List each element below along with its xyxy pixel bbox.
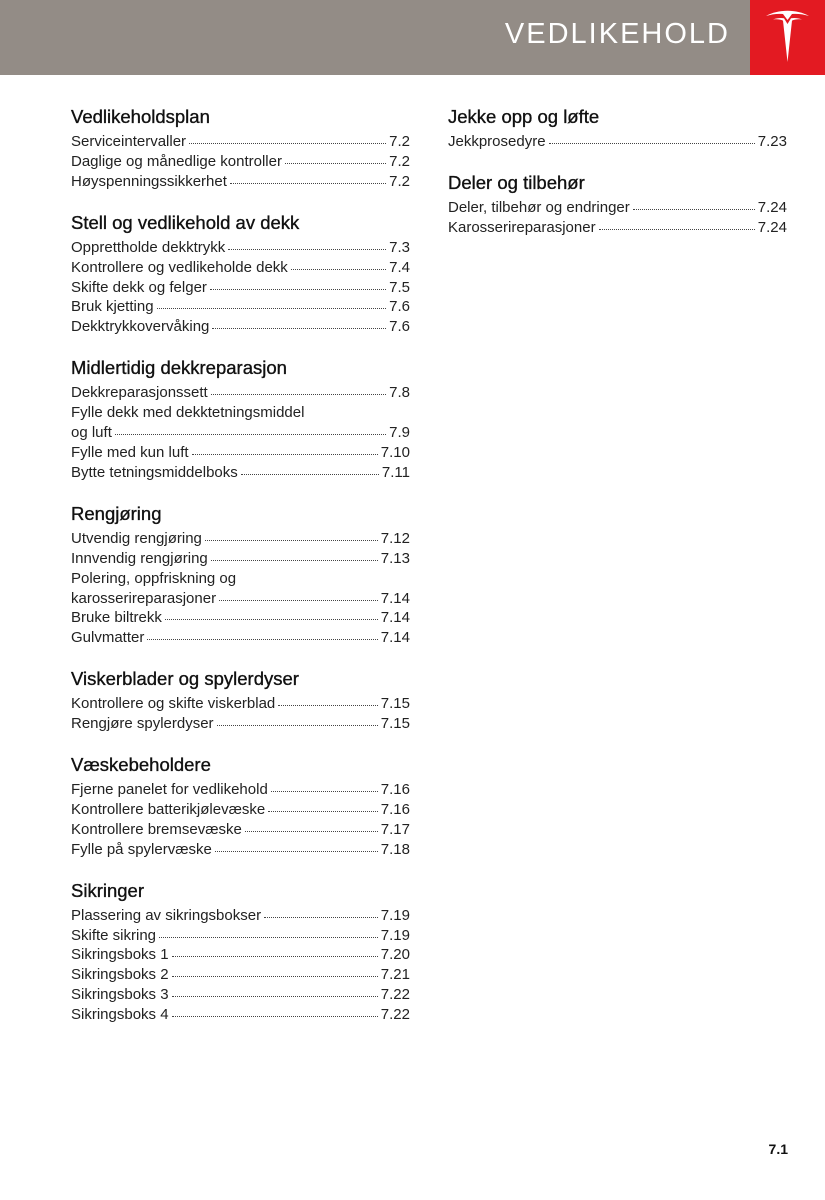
toc-entry-page: 7.14 (380, 589, 410, 607)
toc-entry-label: Bruk kjetting (71, 298, 154, 316)
toc-entry-page: 7.23 (757, 133, 787, 150)
toc-entry[interactable] (71, 172, 410, 192)
toc-entry-page: 7.19 (380, 906, 410, 924)
toc-section (71, 878, 410, 1025)
dot-leader (192, 454, 378, 455)
toc-entry-label: Innvendig rengjøring (71, 549, 208, 567)
toc-entry-label: Høyspenningssikkerhet (71, 172, 227, 190)
dot-leader (157, 308, 387, 309)
section-title: Vedlikeholdsplan (71, 106, 210, 127)
toc-entry-page: 7.12 (380, 529, 410, 547)
toc-entry-label: Kontrollere batterikjølevæske (71, 800, 266, 818)
toc-entry-label: Fjerne panelet for vedlikehold (71, 781, 268, 799)
toc-entry-label: Kontrollere bremsevæske (71, 820, 242, 838)
toc-entry-label: Daglige og månedlige kontroller (71, 152, 282, 170)
toc-entry[interactable] (71, 608, 410, 628)
dot-leader (633, 209, 755, 210)
toc-entry-page: 7.5 (389, 278, 410, 296)
toc-entry-label: Serviceintervaller (71, 133, 187, 150)
section-title: Væskebeholdere (71, 754, 211, 776)
toc-entry-label: Sikringsboks 3 (71, 986, 169, 1004)
section-title: Stell og vedlikehold av dekk (71, 211, 300, 233)
toc-entry[interactable] (71, 529, 410, 549)
page-number: 7.1 (768, 1141, 788, 1157)
toc-entry-line: Fylle dekk med dekktetningsmiddel (71, 404, 305, 422)
toc-entry-label: Bruke biltrekk (71, 609, 162, 627)
section-title: Viskerblader og spylerdyser (71, 668, 299, 690)
toc-entry[interactable] (71, 820, 410, 840)
toc-section (71, 104, 410, 192)
toc-entry[interactable] (71, 152, 410, 172)
toc-entry[interactable] (71, 800, 410, 820)
toc-entry-label: Deler, tilbehør og endringer (448, 198, 630, 216)
toc-entry-page: 7.24 (757, 218, 787, 236)
toc-entry-page: 7.2 (389, 152, 410, 170)
toc-entry-page: 7.10 (380, 443, 410, 461)
toc-entry[interactable] (71, 694, 410, 714)
dot-leader (115, 434, 386, 435)
toc-entry[interactable] (448, 218, 787, 238)
dot-leader (217, 725, 378, 726)
dot-leader (172, 996, 378, 997)
toc-entry-page: 7.2 (389, 172, 410, 190)
section-title: Midlertidig dekkreparasjon (71, 357, 287, 379)
toc-entry-page: 7.3 (389, 238, 410, 256)
toc-entry-page: 7.6 (389, 318, 410, 336)
dot-leader (172, 1016, 378, 1017)
header-band (0, 0, 750, 75)
dot-leader (230, 183, 386, 184)
toc-entry[interactable] (71, 589, 410, 609)
toc-entry-page: 7.16 (380, 781, 410, 799)
toc-entry-page: 7.16 (380, 800, 410, 818)
toc-entry-page: 7.15 (380, 715, 410, 733)
dot-leader (189, 143, 386, 144)
toc-section (448, 104, 787, 152)
dot-leader (147, 639, 377, 640)
dot-leader (165, 619, 378, 620)
dot-leader (241, 474, 379, 475)
toc-entry[interactable] (71, 906, 410, 926)
section-title: Jekke opp og løfte (448, 106, 600, 127)
toc-entry-page: 7.22 (380, 1006, 410, 1024)
dot-leader (159, 937, 378, 938)
toc-entry-page: 7.6 (389, 298, 410, 316)
toc-entry[interactable] (71, 317, 410, 337)
chapter-title: VEDLIKEHOLD (504, 18, 730, 50)
toc-entry-page: 7.8 (389, 384, 410, 402)
toc-entry[interactable] (71, 926, 410, 946)
toc-entry[interactable] (71, 780, 410, 800)
dot-leader (172, 956, 378, 957)
toc-entry[interactable] (71, 463, 410, 483)
toc-entry-label: Utvendig rengjøring (71, 529, 202, 547)
section-title: Sikringer (71, 879, 144, 901)
toc-entry[interactable] (71, 297, 410, 317)
dot-leader (212, 328, 386, 329)
toc-entry[interactable] (71, 628, 410, 648)
toc-entry[interactable] (71, 258, 410, 278)
toc-entry-label: Sikringsboks 4 (71, 1006, 169, 1024)
toc-entry[interactable] (71, 840, 410, 860)
toc-entry-page: 7.4 (389, 258, 410, 276)
dot-leader (228, 249, 386, 250)
toc-entry-label: Bytte tetningsmiddelboks (71, 463, 238, 481)
section-title: Rengjøring (71, 502, 162, 524)
toc-entry-label: Kontrollere og vedlikeholde dekk (71, 258, 288, 276)
toc-entry-label: Rengjøre spylerdyser (71, 715, 214, 733)
toc-entry-page: 7.9 (389, 424, 410, 442)
toc-entry[interactable] (71, 985, 410, 1005)
toc-entry-page: 7.11 (381, 463, 410, 481)
toc-entry-label: Opprettholde dekktrykk (71, 238, 226, 256)
tesla-logo-icon (764, 10, 811, 64)
toc-entry-page: 7.15 (380, 695, 410, 713)
dot-leader (172, 976, 378, 977)
toc-entry-label: Jekkprosedyre (448, 133, 546, 150)
dot-leader (210, 289, 386, 290)
toc-entry-page: 7.14 (380, 629, 410, 647)
toc-entry[interactable] (71, 132, 410, 152)
dot-leader (211, 560, 378, 561)
dot-leader (211, 394, 386, 395)
toc-entry-page: 7.17 (380, 820, 410, 838)
toc-entry-page: 7.2 (389, 133, 410, 150)
dot-leader (264, 917, 378, 918)
toc-entry-page: 7.22 (380, 986, 410, 1004)
toc-entry[interactable] (71, 238, 410, 258)
toc-entry[interactable] (71, 443, 410, 463)
brand-logo-box (750, 0, 825, 75)
toc-entry-page: 7.24 (757, 198, 787, 216)
toc-entry[interactable] (71, 714, 410, 734)
toc-entry-label: Skifte dekk og felger (71, 278, 207, 296)
dot-leader (291, 269, 386, 270)
toc-entry-label: Gulvmatter (71, 629, 145, 647)
toc-entry[interactable] (71, 1005, 410, 1025)
toc-entry-page: 7.20 (380, 946, 410, 964)
toc-entry-label: Plassering av sikringsbokser (71, 906, 262, 924)
section-title: Deler og tilbehør (448, 171, 585, 193)
toc-entry-label: Skifte sikring (71, 926, 157, 944)
toc-entry-label: Dekktrykkovervåking (71, 318, 210, 336)
toc-section (71, 752, 410, 860)
toc-entry-label: Dekkreparasjonssett (71, 384, 208, 402)
toc-entry[interactable] (71, 278, 410, 298)
toc-entry-label: Karosserireparasjoner (448, 218, 596, 236)
toc-entry-page: 7.14 (380, 609, 410, 627)
toc-left-column (71, 104, 410, 1043)
toc-entry[interactable] (71, 423, 410, 443)
dot-leader (599, 229, 755, 230)
toc-entry-page: 7.19 (380, 926, 410, 944)
toc-section (71, 501, 410, 648)
toc-entry[interactable] (448, 198, 787, 218)
toc-entry-label: Fylle på spylervæske (71, 840, 212, 858)
toc-right-column (448, 104, 787, 256)
dot-leader (268, 811, 378, 812)
toc-entry-label: Sikringsboks 1 (71, 946, 169, 964)
dot-leader (271, 791, 378, 792)
dot-leader (549, 143, 755, 144)
toc-section (71, 210, 410, 338)
toc-entry-label: Kontrollere og skifte viskerblad (71, 695, 276, 713)
toc-entry-page: 7.13 (380, 549, 410, 567)
dot-leader (245, 831, 378, 832)
dot-leader (285, 163, 386, 164)
toc-entry[interactable] (71, 383, 410, 403)
toc-entry-label: karosserireparasjoner (71, 589, 217, 607)
toc-section (448, 170, 787, 238)
toc-entry-line: Polering, oppfriskning og (71, 569, 237, 587)
toc-entry[interactable] (71, 965, 410, 985)
toc-entry-label: Sikringsboks 2 (71, 966, 169, 984)
toc-section (71, 355, 410, 483)
dot-leader (278, 705, 378, 706)
dot-leader (219, 600, 378, 601)
toc-entry-page: 7.21 (380, 966, 410, 984)
toc-section (71, 666, 410, 734)
toc-entry[interactable] (448, 132, 787, 152)
toc-entry-label: Fylle med kun luft (71, 443, 189, 461)
toc-entry[interactable] (71, 945, 410, 965)
toc-entry[interactable] (71, 549, 410, 569)
dot-leader (215, 851, 378, 852)
dot-leader (205, 540, 378, 541)
toc-entry-page: 7.18 (380, 840, 410, 858)
toc-entry-label: og luft (71, 424, 112, 442)
